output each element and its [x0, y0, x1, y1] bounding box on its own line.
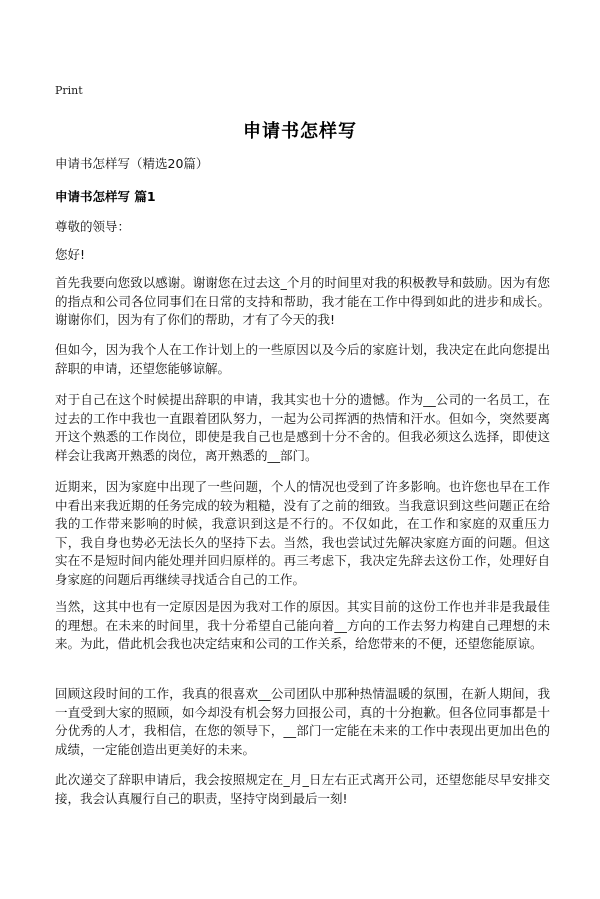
section-heading: 申请书怎样写 篇1	[55, 189, 156, 204]
body-paragraph-3: 对于自己在这个时候提出辞职的申请，我其实也十分的遗憾。作为__公司的一名员工，在过去的工作中我也一直跟着团队努力，一起为公司挥洒的热情和汗水。但如今，突然要离开这个熟悉的工作岗位，即使是我自己也是感到十分不舍的。但我必须这么选择，即使这样会让我离开熟悉的岗位，离开熟悉的__部门。	[55, 392, 550, 463]
greeting: 您好!	[55, 247, 86, 262]
document-subtitle: 申请书怎样写（精选20篇）	[55, 156, 209, 171]
body-paragraph-7: 此次递交了辞职申请后，我会按照规定在_月_日左右正式离开公司，还望您能尽早安排交接，我会认真履行自己的职责，坚持守岗到最后一刻!	[55, 772, 550, 806]
body-paragraph-1: 首先我要向您致以感谢。谢谢您在过去这_个月的时间里对我的积极教导和鼓励。因为有您的指点和公司各位同事们在日常的支持和帮助，我才能在工作中得到如此的进步和成长。谢谢你们，因为有了你们的帮助，才有了今天的我!	[55, 275, 550, 327]
body-paragraph-2: 但如今，因为我个人在工作计划上的一些原因以及今后的家庭计划，我决定在此向您提出辞职的申请，还望您能够谅解。	[55, 342, 550, 376]
page-title: 申请书怎样写	[243, 121, 357, 142]
body-paragraph-5: 当然，这其中也有一定原因是因为我对工作的原因。其实目前的这份工作也并非是我最佳的理想。在未来的时间里，我十分希望自己能向着__方向的工作去努力构建自己理想的未来。为此，借此机会我也决定结束和公司的工作关系，给您带来的不便，还望您能原谅。	[55, 599, 550, 651]
body-paragraph-6: 回顾这段时间的工作，我真的很喜欢__公司团队中那种热情温暖的氛围，在新人期间，我一直受到大家的照顾，如今却没有机会努力回报公司，真的十分抱歉。但各位同事都是十分优秀的人才，我相信，在您的领导下，__部门一定能在未来的工作中表现出更加出色的成绩，一定能创造出更美好的未来。	[55, 686, 550, 757]
print-label: Print	[55, 84, 83, 97]
salutation: 尊敬的领导：	[55, 219, 131, 234]
body-paragraph-4: 近期来，因为家庭中出现了一些问题，个人的情况也受到了许多影响。也许您也早在工作中看出来我近期的任务完成的较为粗糙，没有了之前的细致。当我意识到这些问题正在给我的工作带来影响的时候，我意识到这是不行的。不仅如此，在工作和家庭的双重压力下，我自身也势必无法长久的坚持下去。当然，我也尝试过先解决家庭方面的问题。但这实在不是短时间内能处理并回归原样的。再三考虑下，我决定先辞去这份工作，处理好自身家庭的问题后再继续寻找适合自己的工作。	[55, 479, 550, 587]
